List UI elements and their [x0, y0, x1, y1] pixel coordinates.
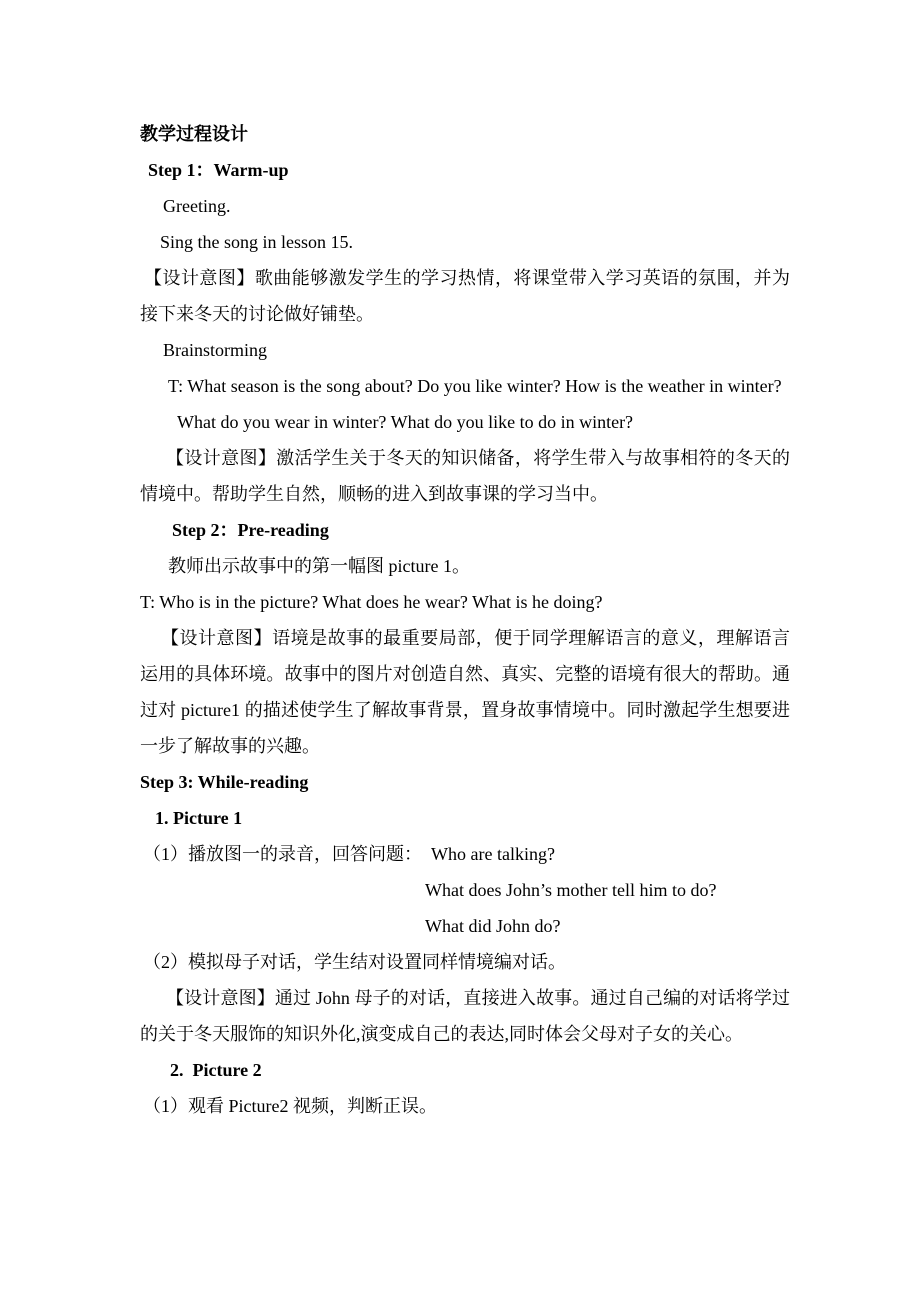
picture2-task1-line: （1）观看 Picture2 视频，判断正误。: [143, 1096, 437, 1116]
doc-title: 教学过程设计: [140, 124, 248, 144]
picture1-task2-line: （2）模拟母子对话，学生结对设置同样情境编对话。: [143, 952, 566, 972]
picture2-heading: 2. Picture 2: [170, 1060, 262, 1080]
show-picture1-line: 教师出示故事中的第一幅图 picture 1。: [168, 556, 470, 576]
sing-song-line: Sing the song in lesson 15.: [160, 232, 354, 252]
picture1-task1-line: （1）播放图一的录音，回答问题： Who are talking?: [143, 844, 555, 864]
teacher-questions-warmup: T: What season is the song about? Do you like winter? How is the weather in winter? What do you wear in winter? What do you like to do in winter?: [168, 376, 782, 432]
picture1-heading: 1. Picture 1: [155, 808, 243, 828]
step1-heading: Step 1：Warm-up: [148, 160, 289, 180]
step2-heading: Step 2：Pre-reading: [172, 520, 329, 540]
question-mother-line: What does John’s mother tell him to do?: [425, 880, 717, 900]
greeting-line: Greeting.: [163, 196, 231, 216]
teacher-questions-prereading: T: Who is in the picture? What does he wear? What is he doing?: [140, 592, 603, 612]
brainstorming-line: Brainstorming: [163, 340, 267, 360]
step3-heading: Step 3: While-reading: [140, 772, 309, 792]
design-intent-1: 【设计意图】歌曲能够激发学生的学习热情，将课堂带入学习英语的氛围，并为接下来冬天的讨论做好铺垫。: [140, 268, 790, 324]
design-intent-2: 【设计意图】激活学生关于冬天的知识储备，将学生带入与故事相符的冬天的情境中。帮助学生自然，顺畅的进入到故事课的学习当中。: [140, 448, 790, 504]
design-intent-3: 【设计意图】语境是故事的最重要局部，便于同学理解语言的意义，理解语言运用的具体环境。故事中的图片对创造自然、真实、完整的语境有很大的帮助。通过对 picture1 的描述使学生了解故事背景，置身故事情境中。同时激起学生想要进一步了解故事的兴趣。: [140, 628, 790, 756]
design-intent-4: 【设计意图】通过 John 母子的对话，直接进入故事。通过自己编的对话将学过的关于冬天服饰的知识外化,演变成自己的表达,同时体会父母对子女的关心。: [140, 988, 790, 1044]
question-john-line: What did John do?: [425, 916, 561, 936]
